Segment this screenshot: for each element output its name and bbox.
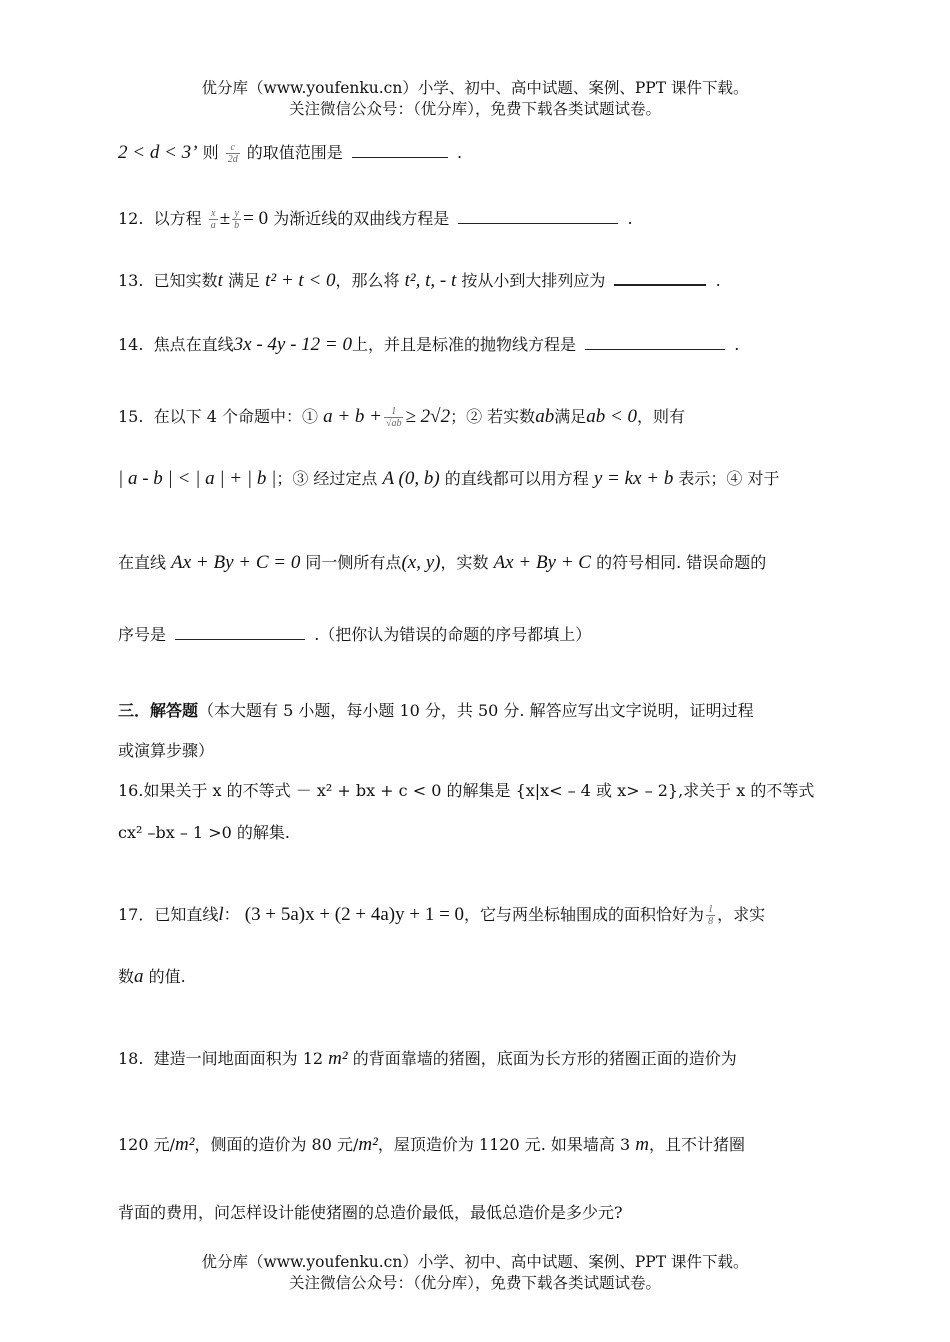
question-18-line-2: 120 元/m²，侧面的造价为 80 元/m²，屋顶造价为 1120 元. 如果墙高 3 m，且不计猪圈 [118,1134,745,1155]
footer-line-2: 关注微信公众号：（优分库），免费下载各类试题试卷。 [288,1274,661,1292]
answer-blank-14 [585,335,725,350]
question-15-line-4: 序号是 .（把你认为错误的命题的序号都填上） [118,625,592,644]
q15-inequality: | a - b | < | a | + | b | [118,468,277,489]
q13-condition: t² + t < 0 [265,270,336,291]
question-18-line-3: 背面的费用，问怎样设计能使猪圈的总造价最低，最低总造价是多少元? [118,1203,623,1222]
q15-expression-1: ≥ 2√2 [405,406,451,427]
q12-equation: = 0 [243,208,269,229]
q17-line-equation: (3 + 5a)x + (2 + 4a)y + 1 = 0 [244,904,465,925]
question-17-line-2: 数a 的值. [118,966,186,987]
header-line-1: 优分库（www.youfenku.cn）小学、初中、高中试题、案例、PPT 课件下载。 [201,79,749,97]
question-17: 17．已知直线l： (3 + 5a)x + (2 + 4a)y + 1 = 0，它与两坐标轴围成的面积恰好为 $\frac{1}{8}$ ，求实 [118,904,766,927]
page-footer [0,1252,950,1294]
question-16: 16.如果关于 x 的不等式 － x² + bx + c < 0 的解集是 {x|x< – 4 或 x> – 2},求关于 x 的不等式 [118,781,815,800]
answer-blank-13 [614,270,706,286]
question-13: 13. 已知实数t 满足 t² + t < 0，那么将 t², t, - t 按从小到大排列应为 . [118,270,721,291]
q13-list: t², t, - t [404,270,457,291]
footer-line-1: 优分库（www.youfenku.cn）小学、初中、高中试题、案例、PPT 课件下载。 [201,1253,749,1271]
question-15-line-2: | a - b | < | a | + | b |；③ 经过定点 A (0, b) 的直线都可以用方程 y = kx + b 表示；④ 对于 [118,468,780,489]
q11-condition: 2 < d < 3’ [118,142,198,163]
question-15-line-3: 在直线 Ax + By + C = 0 同一侧所有点(x, y)，实数 Ax + By + C 的符号相同. 错误命题的 [118,552,767,573]
answer-blank-11 [352,143,448,158]
question-16-line-2: cx² –bx – 1 >0 的解集. [118,823,290,842]
question-11-tail: 2 < d < 3’ 则 $\frac{c}{2d}$ 的取值范围是 . [118,142,463,165]
question-18: 18. 建造一间地面面积为 12 m² 的背面靠墙的猪圈，底面为长方形的猪圈正面的造价为 [118,1048,737,1069]
question-15: 15. 在以下 4 个命题中：① a + b + $\frac{1}{√ab}$ ≥ 2√2；② 若实数ab满足ab < 0，则有 [118,406,686,429]
page-header [0,78,950,120]
section-3-desc: 或演算步骤） [118,741,215,760]
answer-blank-12 [458,209,618,224]
q11-fraction: $\frac{c}{2d}$ [227,142,238,165]
answer-blank-15 [175,625,305,640]
question-12: 12. 以方程 $\frac{x}{a}$ ± $\frac{y}{b}$ = 0 为渐近线的双曲线方程是 . [118,208,633,231]
section-3-heading: 三．解答题（本大题有 5 小题，每小题 10 分，共 50 分. 解答应写出文字说明，证明过程 [118,701,754,720]
header-line-2: 关注微信公众号：（优分库），免费下载各类试题试卷。 [288,100,661,118]
question-14: 14. 焦点在直线3x - 4y - 12 = 0上，并且是标准的抛物线方程是 . [118,334,740,355]
q14-line-equation: 3x - 4y - 12 = 0 [233,334,352,355]
section-title: 三．解答题 [118,701,199,720]
